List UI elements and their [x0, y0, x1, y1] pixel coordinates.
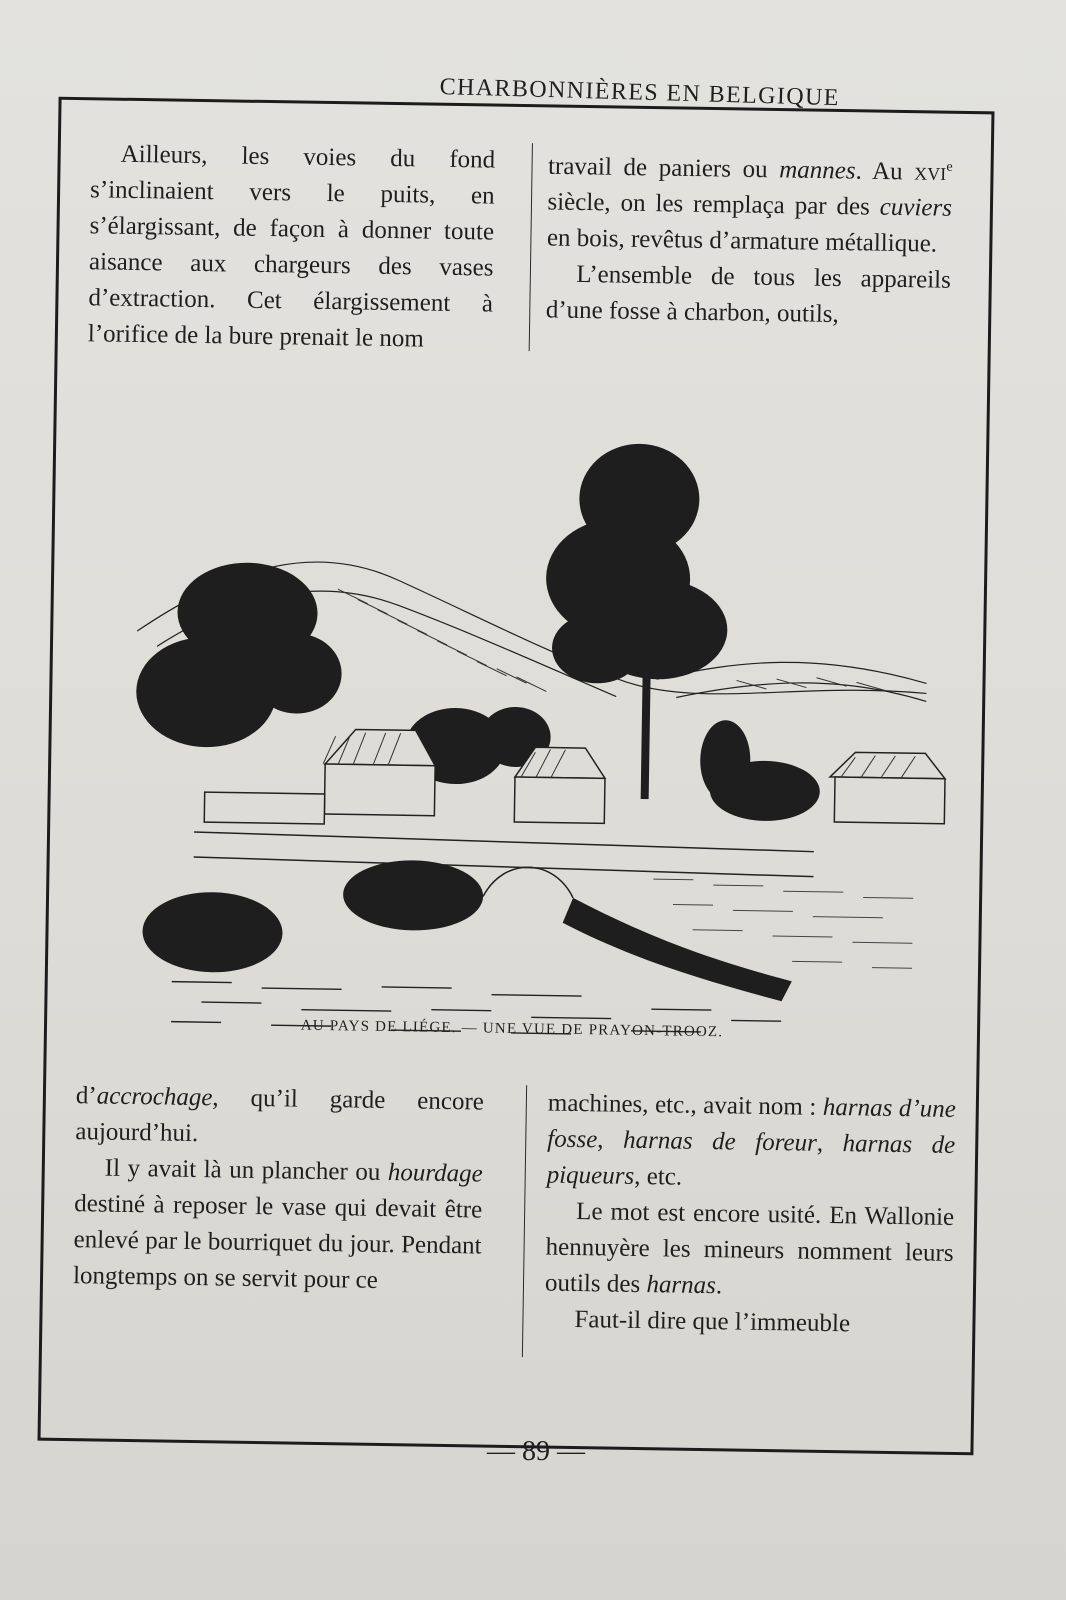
page-frame	[38, 97, 995, 1456]
bottom-text-block	[72, 1078, 956, 1364]
paragraph: Le mot est encore usité. En Wallonie hennuyère les mineurs nomment leurs outils des harnas.	[544, 1198, 955, 1300]
paragraph: d’accrochage, qu’il garde encore aujourd’hui.	[75, 1082, 485, 1148]
figure-caption: AU PAYS DE LIÉGE. — UNE VUE DE PRAYON-TROOZ.	[300, 1017, 724, 1041]
running-header: CHARBONNIÈRES EN BELGIQUE	[439, 74, 841, 112]
paragraph: Ailleurs, les voies du fond s’inclinaient vers le puits, en s’élargissant, de façon à donner toute aisance aux chargeurs des vases d’extraction. Cet élargissement à l’orifice de la bure prenait le nom	[87, 140, 496, 353]
bottom-left-column	[72, 1078, 504, 1357]
paragraph: machines, etc., avait nom : harnas d’une fosse, harnas de foreur, harnas de piqueurs, etc.	[546, 1089, 957, 1191]
bottom-right-column	[544, 1086, 956, 1364]
landscape-engraving	[91, 370, 953, 1043]
top-right-column	[545, 143, 953, 365]
paragraph: Il y avait là un plancher ou hourdage destiné à reposer le vase qui devait être enlevé par le bourriquet du jour. Pendant longtemps on se servit pour ce	[72, 1154, 483, 1294]
column-divider	[521, 1085, 526, 1357]
paragraph: travail de paniers ou mannes. Au xvi$^e$ siècle, on les remplaça par des cuviers en bois, revêtus d’armature métallique.	[546, 152, 953, 258]
top-text-block	[88, 136, 953, 366]
top-left-column	[88, 136, 516, 359]
paragraph: Faut-il dire que l’immeuble	[574, 1305, 851, 1338]
page-number: — 89 —	[487, 1436, 585, 1467]
paragraph: L’ensemble de tous les appareils d’une fosse à charbon, outils,	[545, 261, 952, 329]
column-divider	[528, 143, 532, 351]
